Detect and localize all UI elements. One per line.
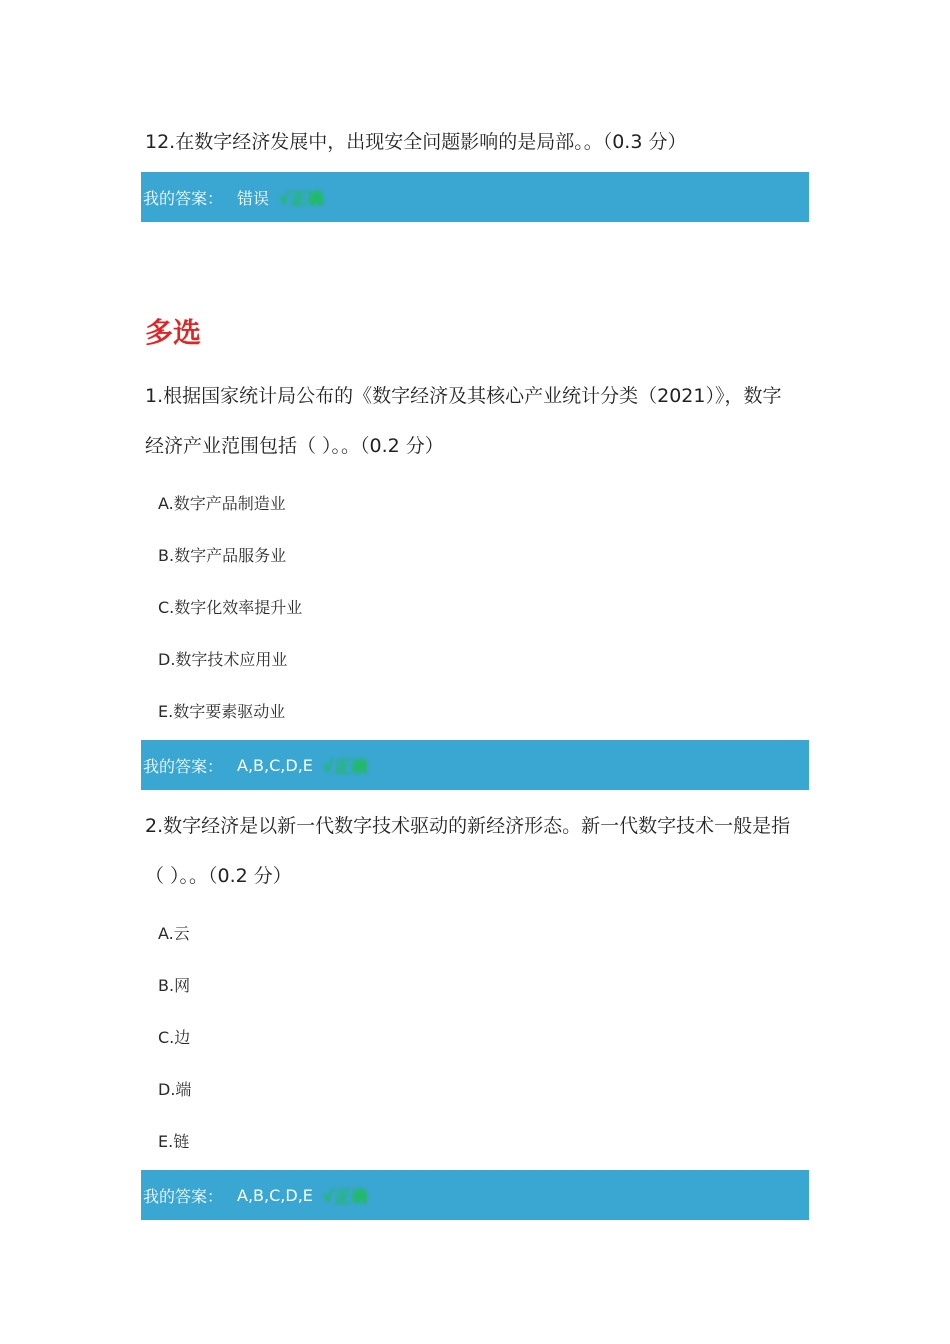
question-12-text: 12.在数字经济发展中，出现安全问题影响的是局部。。（0.3 分）	[145, 131, 687, 153]
answer-label: 我的答案：	[143, 1186, 224, 1206]
correct-mark-icon: √正确	[322, 756, 369, 776]
mq2-option-a[interactable]: A.云	[158, 924, 190, 943]
answer-bar-q12	[141, 172, 809, 222]
answer-value: A,B,C,D,E	[237, 755, 313, 775]
section-title-multiple-choice: 多选	[145, 316, 202, 349]
mq2-option-e[interactable]: E.链	[158, 1132, 190, 1151]
mq1-option-a[interactable]: A.数字产品制造业	[158, 494, 286, 513]
mq2-text-line1: 2.数字经济是以新一代数字技术驱动的新经济形态。新一代数字技术一般是指	[145, 815, 791, 837]
correct-mark-icon: √正确	[279, 188, 325, 208]
answer-bar-mq1	[141, 740, 809, 790]
mq2-text-line2: （ ）。。（0.2 分）	[145, 865, 292, 887]
correct-mark-icon: √正确	[322, 1186, 369, 1206]
answer-label: 我的答案：	[143, 188, 224, 208]
answer-value: A,B,C,D,E	[237, 1185, 313, 1205]
mq1-option-c[interactable]: C.数字化效率提升业	[158, 598, 303, 617]
mq2-option-c[interactable]: C.边	[158, 1028, 191, 1047]
mq1-option-d[interactable]: D.数字技术应用业	[158, 650, 288, 669]
answer-label: 我的答案：	[143, 756, 224, 776]
mq1-option-b[interactable]: B.数字产品服务业	[158, 546, 287, 565]
mq2-option-b[interactable]: B.网	[158, 976, 191, 995]
answer-bar-mq2	[141, 1170, 809, 1220]
mq1-option-e[interactable]: E.数字要素驱动业	[158, 702, 286, 721]
answer-value: 错误	[237, 188, 270, 208]
mq1-text-line1: 1.根据国家统计局公布的《数字经济及其核心产业统计分类（2021）》，数字	[145, 385, 782, 407]
mq1-text-line2: 经济产业范围包括（ ）。。（0.2 分）	[145, 435, 444, 457]
mq2-option-d[interactable]: D.端	[158, 1080, 192, 1099]
